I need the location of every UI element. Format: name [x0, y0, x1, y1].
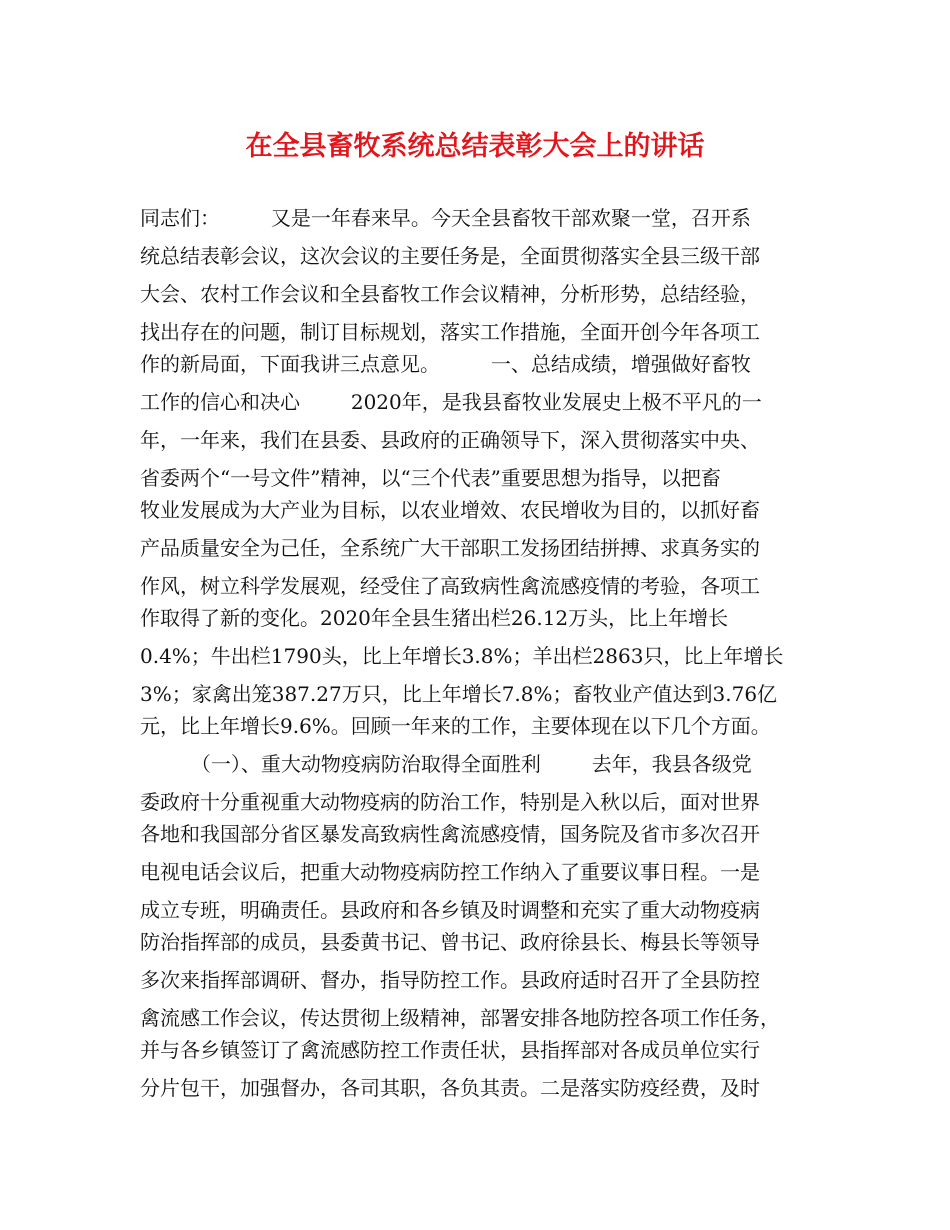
body-line: 委政府十分重视重大动物疫病的防治工作，特别是入秋以后，面对世界 — [140, 790, 760, 814]
body-line: 年，一年来，我们在县委、县政府的正确领导下，深入贯彻落实中央、 — [140, 428, 760, 452]
body-line: 并与各乡镇签订了禽流感防控工作责任状，县指挥部对各成员单位实行 — [140, 1038, 760, 1062]
body-line: 多次来指挥部调研、督办，指导防控工作。县政府适时召开了全县防控 — [140, 968, 760, 992]
body-line: 作取得了新的变化。2020年全县生猪出栏26.12万头，比上年增长 — [140, 606, 729, 630]
body-line: 防治指挥部的成员，县委黄书记、曾书记、政府徐县长、梅县长等领导 — [140, 930, 760, 954]
body-line: 找出存在的问题，制订目标规划，落实工作措施，全面开创今年各项工 — [140, 320, 760, 344]
body-line: 元，比上年增长9.6%。回顾一年来的工作，主要体现在以下几个方面。 — [140, 714, 771, 738]
body-line: 分片包干，加强督办，各司其职，各负其责。二是落实防疫经费，及时 — [140, 1076, 760, 1100]
body-line: 大会、农村工作会议和全县畜牧工作会议精神，分析形势，总结经验， — [140, 282, 760, 306]
body-line: 同志们： 又是一年春来早。今天全县畜牧干部欢聚一堂，召开系 — [140, 206, 751, 230]
body-line: 禽流感工作会议，传达贯彻上级精神，部署安排各地防控各项工作任务， — [140, 1006, 780, 1030]
body-line: 作的新局面，下面我讲三点意见。 一、总结成绩，增强做好畜牧 — [140, 352, 751, 376]
body-line: 电视电话会议后，把重大动物疫病防控工作纳入了重要议事日程。一是 — [140, 860, 760, 884]
body-line: 产品质量安全为己任，全系统广大干部职工发扬团结拼搏、求真务实的 — [140, 536, 760, 560]
body-line: 统总结表彰会议，这次会议的主要任务是，全面贯彻落实全县三级干部 — [140, 244, 760, 268]
body-line: 省委两个“一号文件”精神，以“三个代表”重要思想为指导，以把畜 — [140, 466, 721, 490]
body-line: 成立专班，明确责任。县政府和各乡镇及时调整和充实了重大动物疫病 — [140, 898, 760, 922]
page-title: 在全县畜牧系统总结表彰大会上的讲话 — [245, 131, 705, 162]
body-line: 作风，树立科学发展观，经受住了高致病性禽流感疫情的考验，各项工 — [140, 574, 760, 598]
body-line: （一）、重大动物疫病防治取得全面胜利 去年，我县各级党 — [140, 752, 752, 776]
body-line: 0.4%；牛出栏1790头，比上年增长3.8%；羊出栏2863只，比上年增长 — [140, 644, 784, 668]
body-line: 牧业发展成为大产业为目标，以农业增效、农民增收为目的，以抓好畜 — [140, 498, 760, 522]
body-line: 各地和我国部分省区暴发高致病性禽流感疫情，国务院及省市多次召开 — [140, 822, 760, 846]
body-line: 工作的信心和决心 2020年，是我县畜牧业发展史上极不平凡的一 — [140, 390, 762, 414]
body-line: 3%；家禽出笼387.27万只，比上年增长7.8%；畜牧业产值达到3.76亿 — [140, 682, 778, 706]
